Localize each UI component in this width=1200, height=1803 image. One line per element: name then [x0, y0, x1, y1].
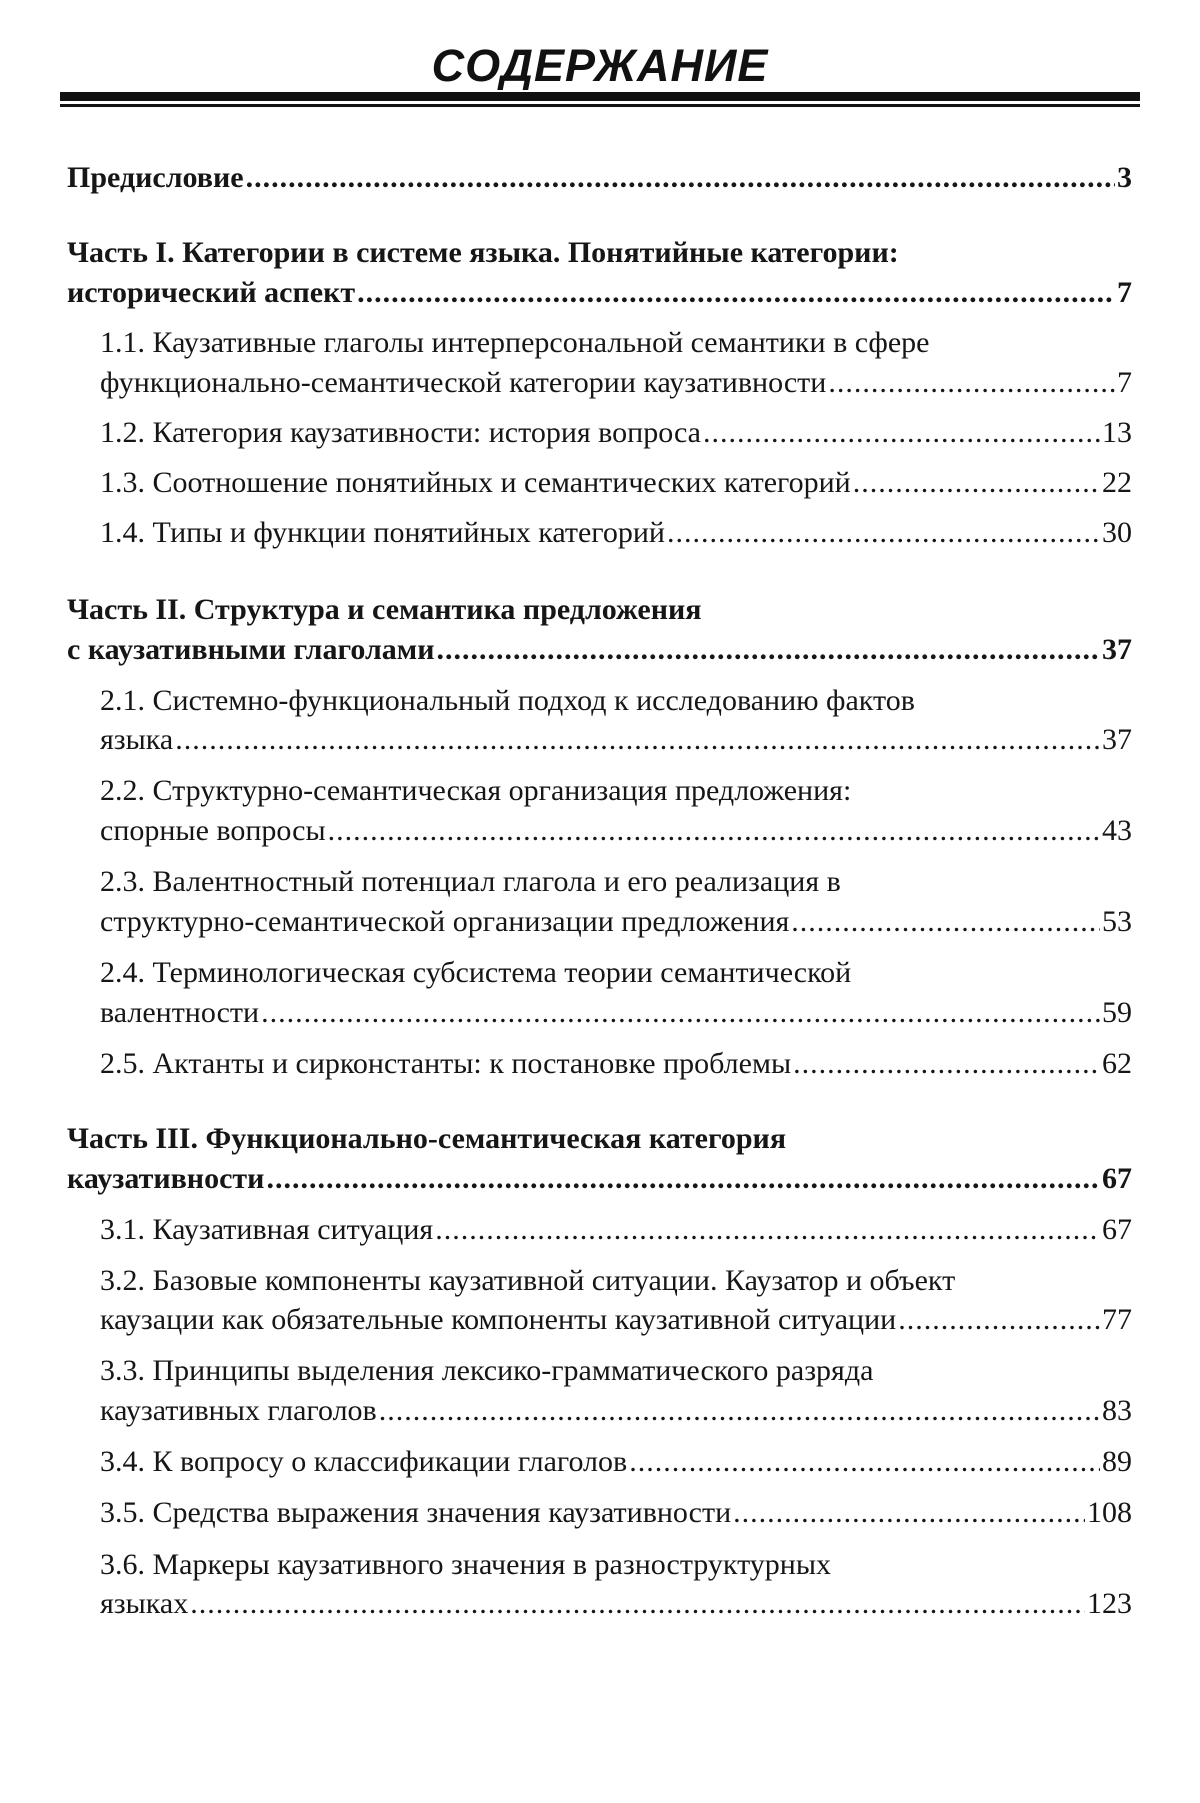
toc-part-2-heading[interactable] — [0, 590, 1200, 630]
toc-leader-dots — [828, 363, 1115, 403]
toc-entry-title: Предисловие — [67, 161, 244, 194]
toc-leader-dots — [437, 630, 1100, 670]
toc-section-3-2-end[interactable] — [0, 1300, 1200, 1340]
toc-entry-preface[interactable] — [0, 158, 1200, 198]
page-title: СОДЕРЖАНИЕ — [431, 40, 769, 91]
toc-section-2-1[interactable] — [0, 681, 1200, 721]
toc-leader-dots — [379, 1391, 1100, 1431]
toc-entry-title: структурно-семантической организации предложения — [100, 905, 790, 938]
toc-section-3-2[interactable] — [0, 1261, 1200, 1301]
toc-part-title: Часть I. Категории в системе языка. Понятийные категории: — [67, 236, 899, 269]
toc-leader-dots — [733, 1493, 1085, 1533]
toc-section-2-3[interactable] — [0, 862, 1200, 902]
toc-leader-dots — [629, 1442, 1100, 1482]
toc-entry-title: языках — [100, 1587, 189, 1620]
toc-leader-dots — [261, 993, 1100, 1033]
toc-section-2-1-end[interactable] — [0, 720, 1200, 760]
toc-page-number: 83 — [1102, 1394, 1132, 1427]
toc-leader-dots — [435, 1210, 1100, 1250]
toc-page-number: 53 — [1102, 905, 1132, 938]
toc-leader-dots — [793, 1044, 1100, 1084]
toc-entry-title: 3.1. Каузативная ситуация — [100, 1213, 434, 1246]
toc-leader-dots — [667, 513, 1100, 553]
toc-page-number: 123 — [1087, 1587, 1132, 1620]
toc-part-title: исторический аспект — [67, 276, 356, 309]
toc-section-2-2[interactable] — [0, 771, 1200, 811]
toc-entry-title: 1.1. Каузативные глаголы интерперсональной семантики в сфере — [100, 326, 930, 359]
toc-page-number: 62 — [1102, 1047, 1132, 1080]
toc-section-3-3-end[interactable] — [0, 1391, 1200, 1431]
toc-entry-title: 3.6. Маркеры каузативного значения в разноструктурных — [100, 1548, 832, 1581]
toc-entry-title: 2.5. Актанты и сирконстанты: к постановке проблемы — [100, 1047, 792, 1080]
toc-section-2-4[interactable] — [0, 953, 1200, 993]
toc-section-1-3[interactable] — [0, 463, 1200, 503]
toc-page-number: 3 — [1117, 161, 1132, 194]
toc-section-2-3-end[interactable] — [0, 902, 1200, 942]
toc-part-3-heading-end[interactable] — [0, 1159, 1200, 1199]
toc-leader-dots — [357, 273, 1115, 313]
toc-page-number: 13 — [1102, 416, 1132, 449]
toc-leader-dots — [791, 902, 1100, 942]
toc-page-number: 37 — [1102, 633, 1132, 666]
toc-section-3-4[interactable] — [0, 1442, 1200, 1482]
toc-page-number: 43 — [1102, 814, 1132, 847]
toc-entry-title: каузативных глаголов — [100, 1394, 377, 1427]
toc-page-number: 30 — [1102, 516, 1132, 549]
toc-entry-title: 3.4. К вопросу о классификации глаголов — [100, 1445, 628, 1478]
toc-section-3-1[interactable] — [0, 1210, 1200, 1250]
toc-entry-title: спорные вопросы — [100, 814, 326, 847]
toc-entry-title: валентности — [100, 996, 260, 1029]
toc-page-number: 7 — [1117, 276, 1132, 309]
toc-part-title: Часть II. Структура и семантика предложения — [67, 593, 702, 626]
toc-entry-title: 3.3. Принципы выделения лексико-грамматического разряда — [100, 1354, 874, 1387]
toc-leader-dots — [703, 413, 1100, 453]
toc-section-2-2-end[interactable] — [0, 811, 1200, 851]
toc-part-1-heading-end[interactable] — [0, 273, 1200, 313]
toc-section-3-6-end[interactable] — [0, 1584, 1200, 1624]
toc-part-title: Часть III. Функционально-семантическая категория — [67, 1122, 787, 1155]
toc-leader-dots — [898, 1300, 1100, 1340]
toc-leader-dots — [246, 158, 1115, 198]
toc-section-1-1-end[interactable] — [0, 363, 1200, 403]
toc-leader-dots — [266, 1159, 1100, 1199]
toc-part-3-heading[interactable] — [0, 1119, 1200, 1159]
toc-entry-title: 2.3. Валентностный потенциал глагола и его реализация в — [100, 865, 841, 898]
toc-part-2-heading-end[interactable] — [0, 630, 1200, 670]
toc-leader-dots — [190, 1584, 1085, 1624]
toc-part-1-heading[interactable] — [0, 233, 1200, 273]
toc-section-2-5[interactable] — [0, 1044, 1200, 1084]
toc-page-number: 89 — [1102, 1445, 1132, 1478]
toc-entry-title: 1.3. Соотношение понятийных и семантических категорий — [100, 466, 851, 499]
toc-entry-title: каузации как обязательные компоненты каузативной ситуации — [100, 1303, 897, 1336]
toc-entry-title: 2.1. Системно-функциональный подход к исследованию фактов — [100, 684, 915, 717]
toc-part-title: каузативности — [67, 1162, 265, 1195]
toc-page-number: 77 — [1102, 1303, 1132, 1336]
toc-page-number: 67 — [1102, 1162, 1132, 1195]
toc-entry-title: 3.2. Базовые компоненты каузативной ситуации. Каузатор и объект — [100, 1264, 956, 1297]
toc-page-number: 108 — [1087, 1496, 1132, 1529]
toc-section-1-1[interactable] — [0, 323, 1200, 363]
toc-section-2-4-end[interactable] — [0, 993, 1200, 1033]
toc-page-number: 67 — [1102, 1213, 1132, 1246]
toc-entry-title: функционально-семантической категории каузативности — [100, 366, 827, 399]
toc-leader-dots — [853, 463, 1100, 503]
toc-section-3-3[interactable] — [0, 1351, 1200, 1391]
toc-page-number: 59 — [1102, 996, 1132, 1029]
toc-entry-title: 1.4. Типы и функции понятийных категорий — [100, 516, 665, 549]
toc-entry-title: 2.2. Структурно-семантическая организация предложения: — [100, 774, 852, 807]
toc-part-title: с каузативными глаголами — [67, 633, 435, 666]
toc-section-3-5[interactable] — [0, 1493, 1200, 1533]
toc-entry-title: языка — [100, 723, 174, 756]
toc-section-3-6[interactable] — [0, 1545, 1200, 1585]
toc-page-number: 22 — [1102, 466, 1132, 499]
toc-section-1-4[interactable] — [0, 513, 1200, 553]
toc-entry-title: 2.4. Терминологическая субсистема теории семантической — [100, 956, 852, 989]
toc-leader-dots — [175, 720, 1100, 760]
toc-entry-title: 1.2. Категория каузативности: история вопроса — [100, 416, 701, 449]
toc-entry-title: 3.5. Средства выражения значения каузативности — [100, 1496, 732, 1529]
toc-leader-dots — [328, 811, 1100, 851]
toc-section-1-2[interactable] — [0, 413, 1200, 453]
toc-page-number: 7 — [1117, 366, 1132, 399]
toc-page-number: 37 — [1102, 723, 1132, 756]
